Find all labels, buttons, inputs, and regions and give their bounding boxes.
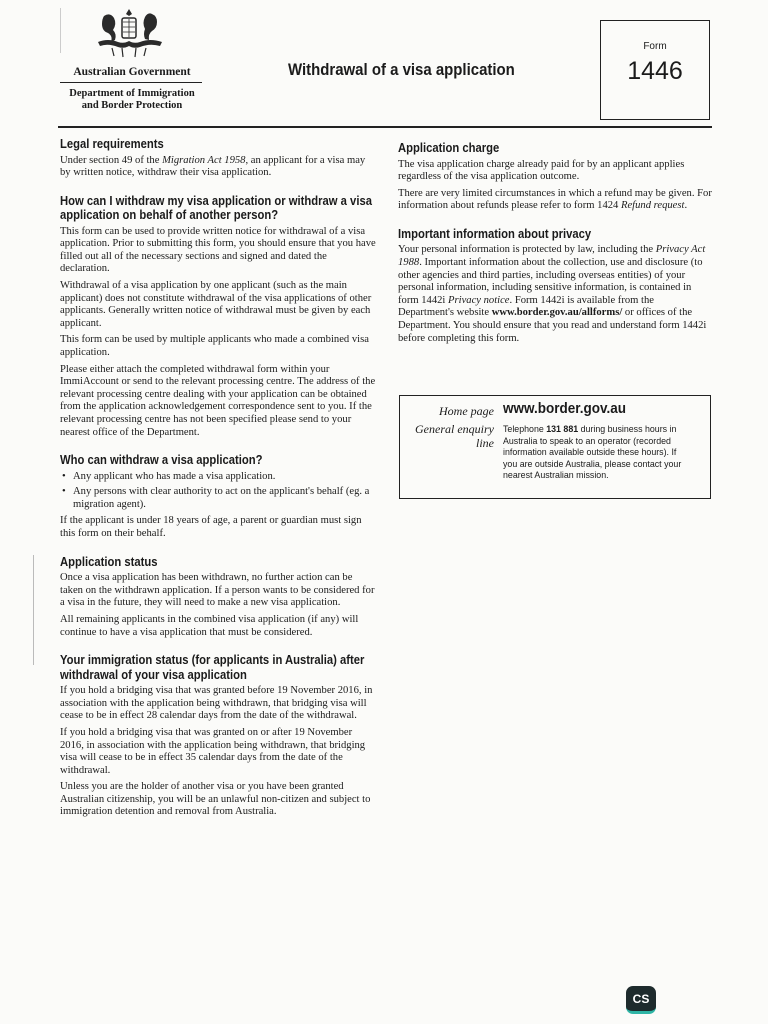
logo-divider [60, 82, 202, 83]
list-item: • Any applicant who has made a visa application. [73, 471, 376, 484]
application-status-text-2: All remaining applicants in the combined visa application (if any) will continue to have a visa application that must be considered. [60, 613, 359, 638]
application-charge-heading: Application charge [398, 141, 500, 155]
department-name: Department of Immigration and Border Protection [69, 88, 195, 111]
immigration-status-text-1: If you hold a bridging visa that was granted before 19 November 2016, in association with the application being withdrawn, that bridging visa will cease to be in effect 28 calendar days from the date of the withdrawal. [60, 685, 373, 722]
who-can-withdraw-text: If the applicant is under 18 years of age, a parent or guardian must sign this form on their behalf. [60, 515, 362, 540]
application-charge-text-2: There are very limited circumstances in which a refund may be given. For information about refunds please refer to form 1424 Refund request. [398, 187, 712, 212]
contact-box [399, 395, 711, 499]
scan-edge-line [60, 8, 61, 53]
enquiry-line-text: Telephone 131 881 during business hours in Australia to speak to an operator (recorded information available outside these hours). If you are outside Australia, please contact your nearest Australian mission. [503, 424, 682, 482]
who-can-withdraw-list [60, 471, 376, 512]
application-status-heading: Application status [60, 554, 158, 569]
how-to-withdraw-heading: How can I withdraw my visa application or withdraw a visa application on behalf of another person? [60, 193, 372, 223]
enquiry-line-label: General enquiry line [415, 422, 494, 450]
legal-requirements-heading: Legal requirements [60, 137, 164, 151]
immigration-status-text-3: Unless you are the holder of another visa or you have been granted Australian citizenship, you will be an unlawful non-citizen and subject to immigration detention and removal from Australia. [60, 781, 371, 818]
page-title: Withdrawal of a visa application [288, 60, 515, 79]
phone-number: 131 881 [546, 424, 579, 435]
who-can-withdraw-heading: Who can withdraw a visa application? [60, 453, 263, 468]
government-name: Australian Government [73, 66, 191, 78]
how-to-withdraw-text-3: This form can be used by multiple applicants who made a combined visa application. [60, 334, 369, 359]
form-label: Form [643, 41, 667, 52]
camscanner-logo: CS [626, 986, 656, 1014]
right-column [398, 141, 712, 349]
allforms-link[interactable]: www.border.gov.au/allforms/ [491, 307, 623, 319]
header-rule [58, 126, 712, 128]
immigration-status-text-2: If you hold a bridging visa that was granted on or after 19 November 2016, in association with the application being withdrawn, that bridging visa will cease to be in effect 35 calendar days from the date of the withdrawal. [60, 726, 366, 776]
how-to-withdraw-text-4: Please either attach the completed withdrawal form within your ImmiAccount or send to the relevant processing centre. The address of the relevant processing centre dealing with your application can be obtained from the application acknowledgement correspondence sent to you. If the relevant processing centre has not been specified please send to your nearest office of the Department. [60, 363, 376, 438]
application-status-text-1: Once a visa application has been withdrawn, no further action can be taken on the withdrawn application. If a person wants to be considered for a visa in the future, they will need to make a new visa application. [60, 572, 375, 609]
home-page-label: Home page [439, 404, 494, 418]
left-column [60, 137, 376, 823]
form-number: 1446 [627, 57, 683, 85]
scan-edge-line [33, 555, 34, 665]
list-item: • Any persons with clear authority to act on the applicant's behalf (eg. a migration agent). [73, 486, 376, 511]
immigration-status-heading: Your immigration status (for applicants in Australia) after withdrawal of your visa application [60, 653, 365, 682]
legal-requirements-text: Under section 49 of the Migration Act 1958, an applicant for a visa may by written notice, withdraw their visa application. [60, 154, 366, 179]
privacy-text: Your personal information is protected by law, including the Privacy Act 1988. Important information about the collection, use and disclosure (to other agencies and third parties, including overseas entities) of your personal information, including sensitive information, is contained in form 1442i Privacy notice. Form 1442i is available from the Department's website www.border.gov.au/allforms/ or offices of the Department. You should ensure that you read and understand form 1442i before completing this form. [398, 244, 707, 344]
form-number-box [600, 20, 710, 120]
application-charge-text-1: The visa application charge already paid for by an applicant applies regardless of the visa application outcome. [398, 158, 685, 183]
privacy-heading: Important information about privacy [398, 226, 592, 241]
home-page-link[interactable]: www.border.gov.au [503, 400, 627, 417]
how-to-withdraw-text-1: This form can be used to provide written notice for withdrawal of a visa application. Prior to submitting this form, you should ensure that you have filled out all of the necessary sections and signed and dated the declaration. [60, 225, 376, 275]
how-to-withdraw-text-2: Withdrawal of a visa application by one applicant (such as the main applicant) does not constitute withdrawal of the visa applications of other applicants. Generally written notice of withdrawal must be given by each applicant. [60, 280, 372, 329]
coat-of-arms-logo [92, 8, 166, 60]
